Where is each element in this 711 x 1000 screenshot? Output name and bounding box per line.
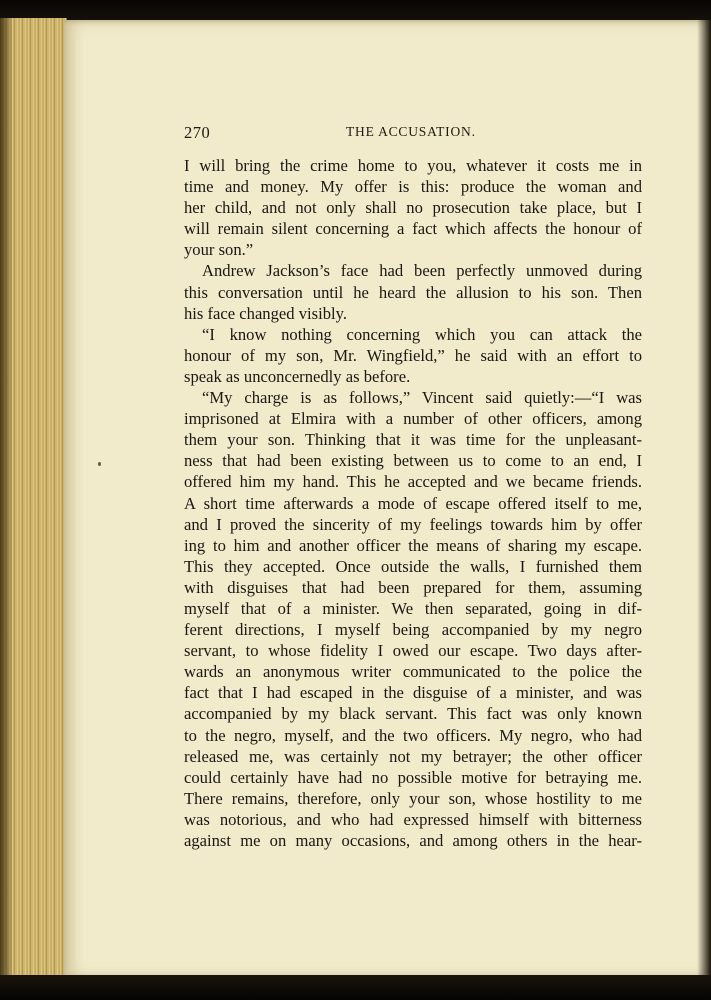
bottom-shadow (0, 975, 711, 1000)
text-line: “I know nothing concerning which you can attack the (202, 324, 642, 344)
text-line: could certainly have had no possible motive for betraying me. (184, 767, 642, 787)
text-line: servant, to whose fidelity I owed our escape. Two days after- (184, 641, 642, 661)
text-line: I will bring the crime home to you, whatever it costs me in (184, 156, 642, 175)
text-line: your son.” (184, 240, 254, 260)
text-line: was notorious, and who had expressed himself with bitterness (184, 809, 642, 829)
text-line: This they accepted. Once outside the walls, I furnished them (184, 556, 642, 576)
top-shadow (0, 0, 711, 22)
text-line: There remains, therefore, only your son, whose hostility to me (184, 788, 642, 808)
text-line: imprisoned at Elmira with a number of other officers, among (184, 409, 642, 429)
text-line: myself that of a minister. We then separated, going in dif- (184, 598, 642, 618)
text-line: speak as unconcernedly as before. (184, 366, 411, 386)
text-line: A short time afterwards a mode of escape offered itself to me, (184, 493, 642, 513)
text-line: his face changed visibly. (184, 303, 347, 323)
page-number: 270 (184, 123, 211, 142)
page-gutter-shadow (697, 20, 711, 978)
text-line: wards an anonymous writer communicated to the police the (184, 662, 642, 682)
text-line: fact that I had escaped in the disguise of a minister, and was (184, 683, 642, 703)
text-line: offered him my hand. This he accepted and we became friends. (184, 472, 642, 492)
page-edges (0, 18, 67, 980)
running-head (184, 123, 642, 143)
text-line: released me, was certainly not my betrayer; the other officer (184, 746, 642, 766)
text-line: against me on many occasions, and among others in the hear- (184, 831, 642, 850)
margin-speck (98, 462, 101, 466)
text-line: to the negro, myself, and the two officers. My negro, who had (184, 725, 642, 745)
text-line: Andrew Jackson’s face had been perfectly unmoved during (202, 261, 642, 281)
text-line: ing to him and another officer the means of sharing my escape. (184, 535, 642, 555)
text-line: and I proved the sincerity of my feelings towards him by offer (184, 514, 642, 534)
text-line: with disguises that had been prepared for them, assuming (184, 577, 642, 597)
text-line: time and money. My offer is this: produce the woman and (184, 177, 642, 197)
text-line: her child, and not only shall no prosecution take place, but I (184, 198, 642, 218)
text-line: them your son. Thinking that it was time for the unpleasant- (184, 430, 642, 450)
body-text (184, 155, 642, 851)
text-line: honour of my son, Mr. Wingfield,” he said with an effort to (184, 345, 642, 365)
text-line: “My charge is as follows,” Vincent said quietly:—“I was (202, 388, 642, 408)
text-line: this conversation until he heard the allusion to his son. Then (184, 282, 642, 302)
text-line: will remain silent concerning a fact which affects the honour of (184, 219, 642, 239)
text-line: ferent directions, I myself being accompanied by my negro (184, 620, 642, 640)
text-line: ness that had been existing between us to come to an end, I (184, 451, 642, 471)
page-title: THE ACCUSATION. (346, 124, 476, 139)
text-line: accompanied by my black servant. This fact was only known (184, 704, 642, 724)
